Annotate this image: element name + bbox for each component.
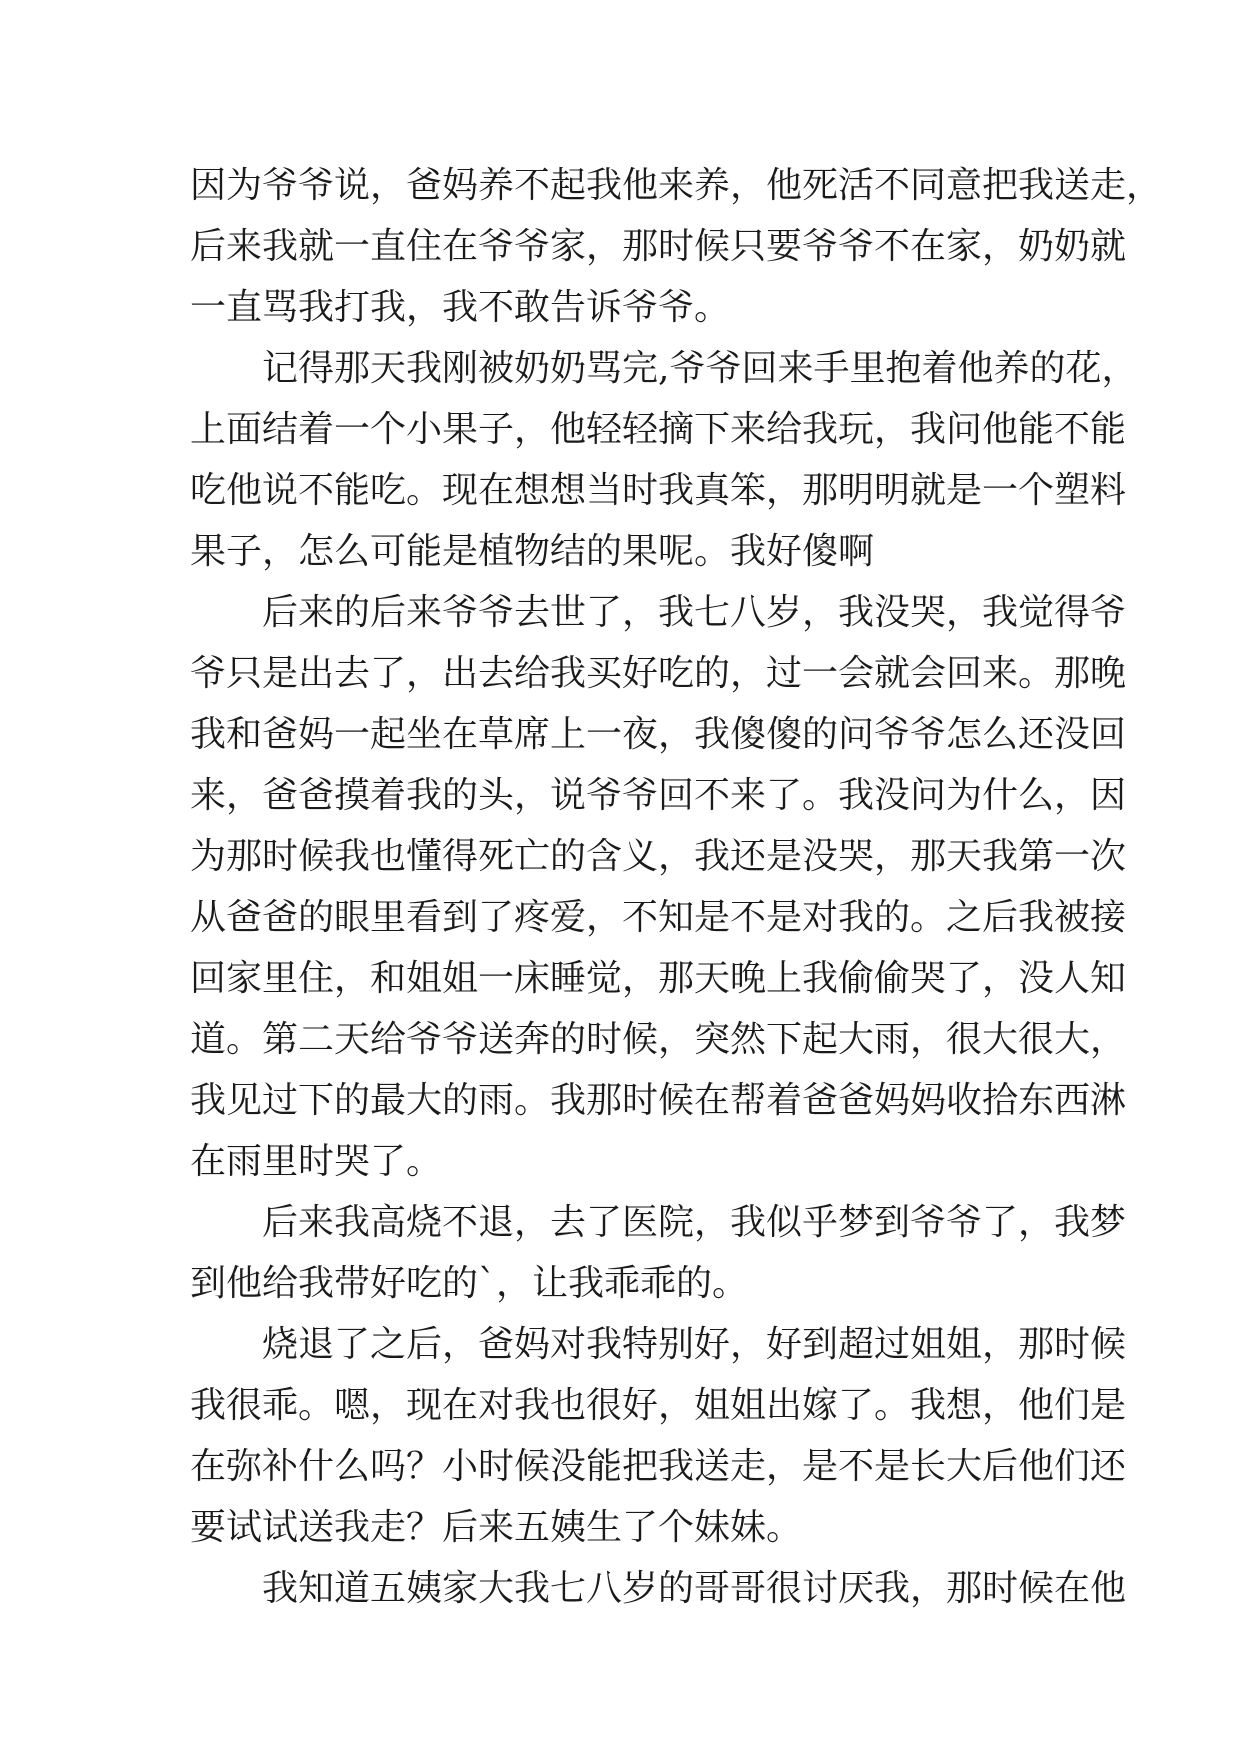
text-line: 一直骂我打我，我不敢告诉爷爷。 <box>190 287 731 328</box>
text-line: 来，爸爸摸着我的头，说爷爷回不来了。我没问为什么，因 <box>190 775 1127 816</box>
text-line: 后来的后来爷爷去世了，我七八岁，我没哭，我觉得爷 <box>262 592 1127 633</box>
text-line: 我和爸妈一起坐在草席上一夜，我傻傻的问爷爷怎么还没回 <box>190 714 1127 755</box>
text-line: 爷只是出去了，出去给我买好吃的，过一会就会回来。那晚 <box>190 653 1127 694</box>
text-line: 道。第二天给爷爷送奔的时候，突然下起大雨，很大很大， <box>190 1019 1127 1060</box>
text-line: 上面结着一个小果子，他轻轻摘下来给我玩，我问他能不能 <box>190 409 1127 450</box>
text-line: 后来我就一直住在爷爷家，那时候只要爷爷不在家，奶奶就 <box>190 226 1127 267</box>
text-line: 烧退了之后，爸妈对我特别好，好到超过姐姐，那时候 <box>262 1324 1127 1365</box>
text-line: 吃他说不能吃。现在想想当时我真笨，那明明就是一个塑料 <box>190 470 1127 511</box>
text-line: 要试试送我走？后来五姨生了个妹妹。 <box>190 1507 803 1548</box>
text-line: 我见过下的最大的雨。我那时候在帮着爸爸妈妈收拾东西淋 <box>190 1080 1127 1121</box>
text-line: 我知道五姨家大我七八岁的哥哥很讨厌我，那时候在他 <box>262 1568 1127 1609</box>
text-line: 回家里住，和姐姐一床睡觉，那天晚上我偷偷哭了，没人知 <box>190 958 1127 999</box>
text-line: 记得那天我刚被奶奶骂完,爷爷回来手里抱着他养的花， <box>262 348 1138 389</box>
text-line: 果子，怎么可能是植物结的果呢。我好傻啊 <box>190 531 875 572</box>
text-line: 到他给我带好吃的`，让我乖乖的。 <box>190 1263 749 1304</box>
text-line: 我很乖。嗯，现在对我也很好，姐姐出嫁了。我想，他们是 <box>190 1385 1127 1426</box>
text-line: 从爸爸的眼里看到了疼爱，不知是不是对我的。之后我被接 <box>190 897 1127 938</box>
text-line: 后来我高烧不退，去了医院，我似乎梦到爷爷了，我梦 <box>262 1202 1127 1243</box>
text-line: 因为爷爷说，爸妈养不起我他来养，他死活不同意把我送走， <box>190 165 1163 206</box>
text-line: 为那时候我也懂得死亡的含义，我还是没哭，那天我第一次 <box>190 836 1127 877</box>
body-text <box>190 155 1163 1619</box>
text-line: 在雨里时哭了。 <box>190 1141 443 1182</box>
text-line: 在弥补什么吗？小时候没能把我送走，是不是长大后他们还 <box>190 1446 1127 1487</box>
